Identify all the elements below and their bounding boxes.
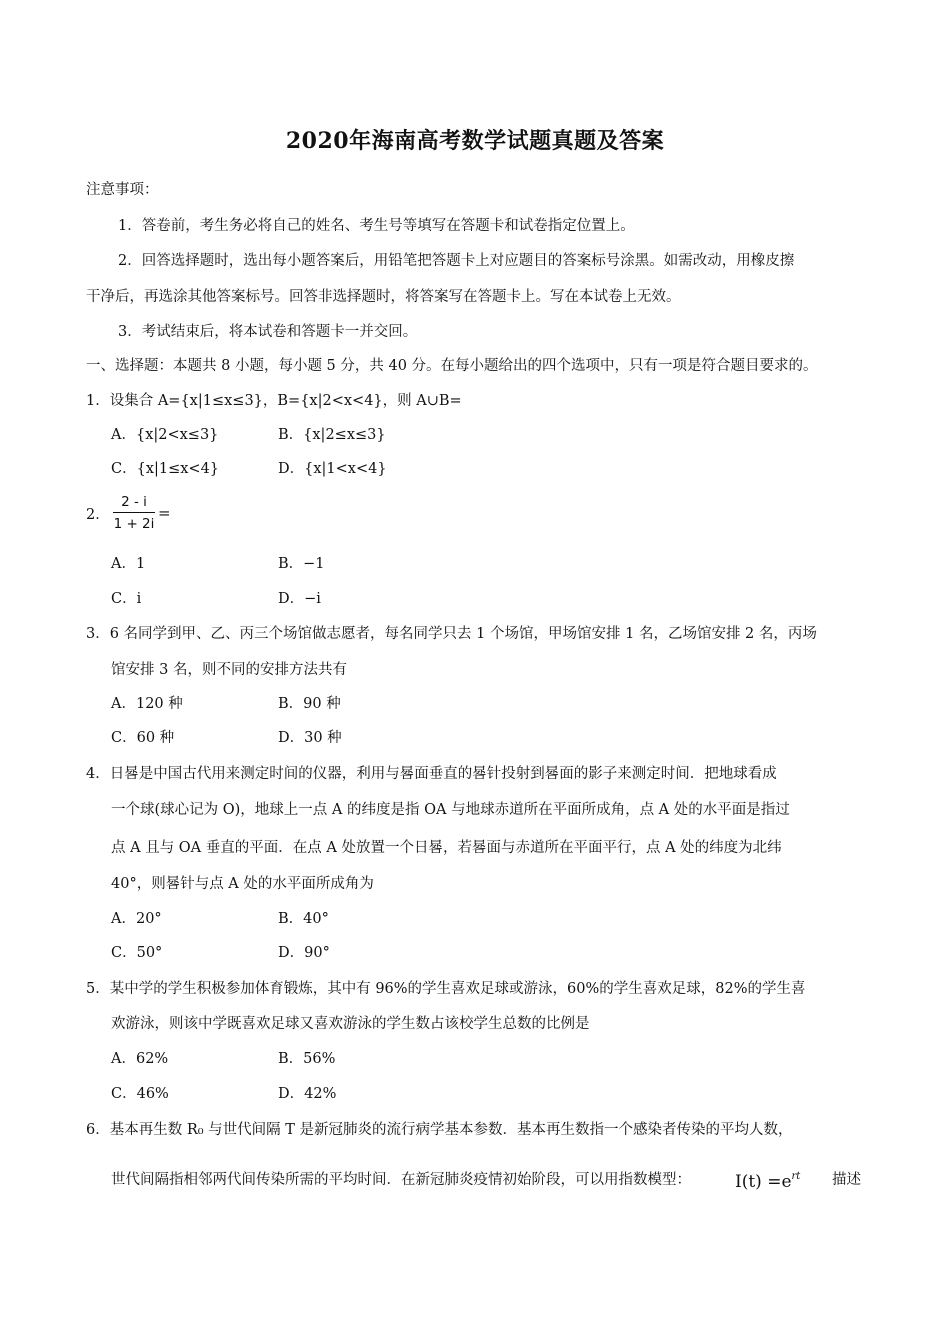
question-6-line-1: 6．基本再生数 R₀ 与世代间隔 T 是新冠肺炎的流行病学基本参数．基本再生数指一个感染者传染的平均人数， <box>86 1122 793 1138</box>
notes-heading: 注意事项： <box>86 182 159 198</box>
question-4-line-1: 4．日晷是中国古代用来测定时间的仪器，利用与晷面垂直的晷针投射到晷面的影子来测定时间．把地球看成 <box>86 766 777 782</box>
question-2-fraction <box>111 493 157 533</box>
formula-exponent: rt <box>791 1171 801 1182</box>
question-4-line-3: 点 A 且与 OA 垂直的平面．在点 A 处放置一个日晷，若晷面与赤道所在平面平行，点 A 处的纬度为北纬 <box>111 840 782 856</box>
equals-sign: = <box>158 504 171 522</box>
fraction-numerator: 2 - i <box>121 494 147 510</box>
fraction-bar <box>113 512 155 513</box>
question-3-option-b: B．90 种 <box>278 696 341 712</box>
question-4-line-4: 40°，则晷针与点 A 处的水平面所成角为 <box>111 876 374 892</box>
question-5-option-b: B．56% <box>278 1051 336 1067</box>
question-2-option-b: B．−1 <box>278 556 325 572</box>
question-2-option-a: A．1 <box>111 556 146 572</box>
section-heading: 一、选择题：本题共 8 小题，每小题 5 分，共 40 分。在每小题给出的四个选项中，只有一项是符合题目要求的。 <box>86 358 818 374</box>
question-4-option-b: B．40° <box>278 911 329 927</box>
page-title: 2020年海南高考数学试题真题及答案 <box>285 128 665 154</box>
question-1-stem: 1．设集合 A={x|1≤x≤3}，B={x|2<x<4}，则 A∪B= <box>86 393 462 409</box>
fraction-denominator: 1 + 2i <box>113 516 155 532</box>
question-3-line-2: 馆安排 3 名，则不同的安排方法共有 <box>111 662 347 678</box>
question-1-option-d: D．{x|1<x<4} <box>278 461 387 477</box>
question-5-option-d: D．42% <box>278 1086 337 1102</box>
question-4-option-c: C．50° <box>111 945 163 961</box>
question-4-line-2: 一个球(球心记为 O)，地球上一点 A 的纬度是指 OA 与地球赤道所在平面所成角，点 A 处的水平面是指过 <box>111 802 790 818</box>
question-3-option-c: C．60 种 <box>111 730 175 746</box>
question-5-line-1: 5．某中学的学生积极参加体育锻炼，其中有 96%的学生喜欢足球或游泳，60%的学生喜欢足球，82%的学生喜 <box>86 981 806 997</box>
question-2-number: 2． <box>86 507 110 523</box>
question-2-option-c: C．i <box>111 591 142 607</box>
question-6-line-2: 世代间隔指相邻两代间传染所需的平均时间．在新冠肺炎疫情初始阶段，可以用指数模型： <box>111 1172 691 1188</box>
note-2-line-1: 2．回答选择题时，选出每小题答案后，用铅笔把答题卡上对应题目的答案标号涂黑。如需改动，用橡皮擦 <box>118 253 795 269</box>
question-1-option-c: C．{x|1≤x<4} <box>111 461 220 477</box>
question-1-option-b: B．{x|2≤x≤3} <box>278 427 386 443</box>
question-3-option-d: D．30 种 <box>278 730 342 746</box>
question-4-option-a: A．20° <box>111 911 162 927</box>
note-3: 3．考试结束后，将本试卷和答题卡一并交回。 <box>118 324 418 340</box>
question-5-option-c: C．46% <box>111 1086 169 1102</box>
exponential-formula <box>735 1167 800 1192</box>
question-3-option-a: A．120 种 <box>111 696 183 712</box>
question-5-option-a: A．62% <box>111 1051 169 1067</box>
question-6-line-2-tail: 描述 <box>832 1172 861 1188</box>
formula-base: I(t) =e <box>735 1172 792 1192</box>
question-2-option-d: D．−i <box>278 591 321 607</box>
question-3-line-1: 3．6 名同学到甲、乙、丙三个场馆做志愿者，每名同学只去 1 个场馆，甲场馆安排 1 名，乙场馆安排 2 名，丙场 <box>86 626 817 642</box>
question-1-option-a: A．{x|2<x≤3} <box>111 427 219 443</box>
note-1: 1．答卷前，考生务必将自己的姓名、考生号等填写在答题卡和试卷指定位置上。 <box>118 218 635 234</box>
note-2-line-2: 干净后，再选涂其他答案标号。回答非选择题时，将答案写在答题卡上。写在本试卷上无效。 <box>86 289 681 305</box>
question-4-option-d: D．90° <box>278 945 330 961</box>
question-5-line-2: 欢游泳，则该中学既喜欢足球又喜欢游泳的学生数占该校学生总数的比例是 <box>111 1016 590 1032</box>
